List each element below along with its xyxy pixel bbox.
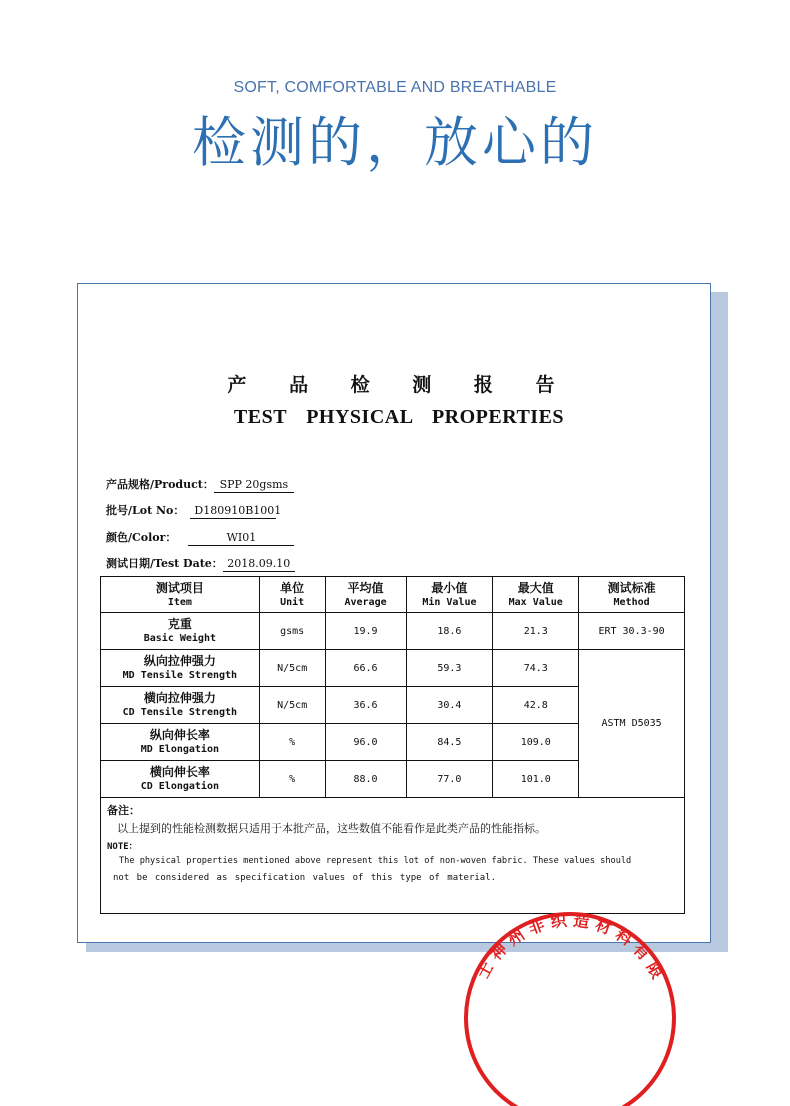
cell-min: 59.3 bbox=[406, 650, 493, 687]
cell-unit: % bbox=[259, 724, 325, 761]
banner-tagline: SOFT, COMFORTABLE AND BREATHABLE bbox=[233, 79, 557, 96]
cell-average: 19.9 bbox=[325, 613, 406, 650]
table-header-row bbox=[101, 577, 685, 613]
cell-min: 30.4 bbox=[406, 687, 493, 724]
cell-max: 42.8 bbox=[493, 687, 579, 724]
field-lot bbox=[106, 502, 282, 519]
cell-max: 21.3 bbox=[493, 613, 579, 650]
field-product-label: 产品规格/Product： bbox=[106, 478, 214, 491]
cell-max: 109.0 bbox=[493, 724, 579, 761]
cell-method-merged: ASTM D5035 bbox=[579, 650, 685, 798]
report-title-cn: 产 品 检 测 报 告 bbox=[227, 374, 573, 396]
notes-text-en-line1: The physical properties mentioned above represent this lot of non-woven fabric. These values should bbox=[119, 856, 632, 866]
cell-max: 101.0 bbox=[493, 761, 579, 798]
field-product bbox=[106, 476, 294, 493]
cell-average: 66.6 bbox=[325, 650, 406, 687]
cell-average: 96.0 bbox=[325, 724, 406, 761]
cell-unit: N/5cm bbox=[259, 650, 325, 687]
notes-label-cn: 备注： bbox=[107, 804, 140, 817]
field-test-date-value: 2018.09.10 bbox=[223, 557, 295, 572]
cell-unit: N/5cm bbox=[259, 687, 325, 724]
cell-max: 74.3 bbox=[493, 650, 579, 687]
field-lot-label: 批号/Lot No： bbox=[106, 504, 185, 517]
field-product-value: SPP 20gsms bbox=[214, 478, 294, 493]
test-report-document bbox=[77, 283, 711, 982]
company-seal-stamp bbox=[438, 906, 698, 1106]
notes-box bbox=[100, 798, 685, 914]
cell-method: ERT 30.3-90 bbox=[579, 613, 685, 650]
field-color bbox=[106, 529, 294, 546]
cell-item: 纵向拉伸强力 MD Tensile Strength bbox=[101, 650, 260, 687]
seal-text: 士 神 州 非 织 造 材 料 有 限 bbox=[472, 910, 668, 982]
cell-item: 纵向伸长率 MD Elongation bbox=[101, 724, 260, 761]
header-max: 最大值 Max Value bbox=[493, 577, 579, 613]
header-min: 最小值 Min Value bbox=[406, 577, 493, 613]
field-lot-value: D180910B1001 bbox=[190, 504, 276, 519]
header-unit: 单位 Unit bbox=[259, 577, 325, 613]
cell-item: 横向拉伸强力 CD Tensile Strength bbox=[101, 687, 260, 724]
cell-min: 77.0 bbox=[406, 761, 493, 798]
cell-average: 36.6 bbox=[325, 687, 406, 724]
field-color-label: 颜色/Color： bbox=[106, 531, 177, 544]
field-test-date-label: 测试日期/Test Date： bbox=[106, 557, 223, 570]
cell-unit: % bbox=[259, 761, 325, 798]
notes-label-en: NOTE： bbox=[107, 842, 138, 852]
cell-unit: gsms bbox=[259, 613, 325, 650]
table-row bbox=[101, 613, 685, 650]
cell-min: 18.6 bbox=[406, 613, 493, 650]
cell-item: 克重 Basic Weight bbox=[101, 613, 260, 650]
notes-text-en-line2: not be considered as specification values of this type of material. bbox=[113, 873, 497, 883]
header-method: 测试标准 Method bbox=[579, 577, 685, 613]
banner-headline: 检测的，放心的 bbox=[192, 111, 598, 174]
cell-min: 84.5 bbox=[406, 724, 493, 761]
header-average: 平均值 Average bbox=[325, 577, 406, 613]
report-title-en: TEST PHYSICAL PROPERTIES bbox=[233, 406, 565, 428]
table-row bbox=[101, 650, 685, 687]
results-table bbox=[100, 576, 685, 798]
cell-average: 88.0 bbox=[325, 761, 406, 798]
header-item: 测试项目 Item bbox=[101, 577, 260, 613]
cell-item: 横向伸长率 CD Elongation bbox=[101, 761, 260, 798]
notes-text-cn: 以上提到的性能检测数据只适用于本批产品，这些数值不能看作是此类产品的性能指标。 bbox=[117, 822, 546, 835]
field-color-value: WI01 bbox=[188, 531, 294, 546]
field-test-date bbox=[106, 555, 295, 572]
